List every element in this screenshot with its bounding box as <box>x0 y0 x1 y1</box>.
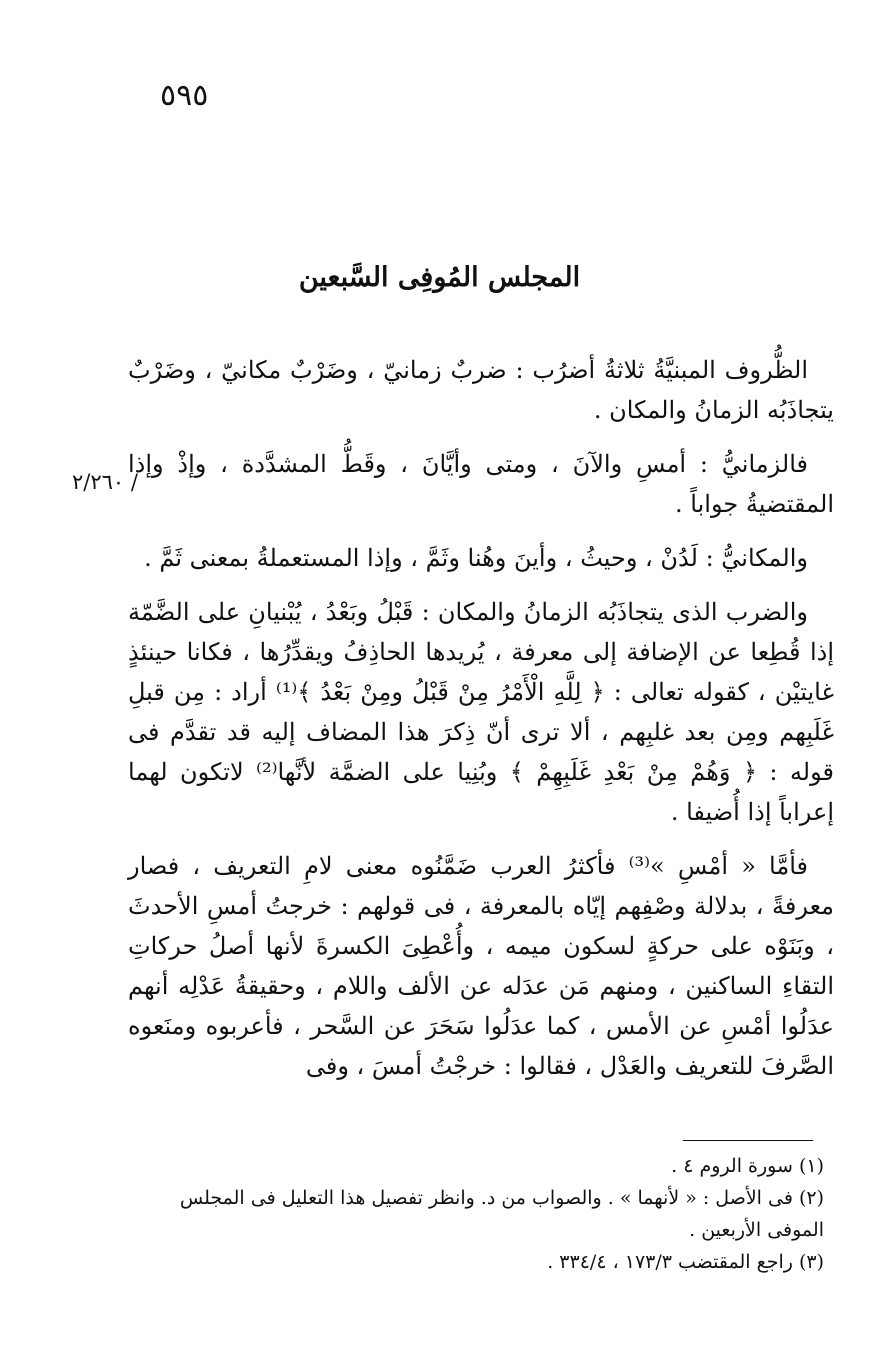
main-text <box>128 350 834 1100</box>
side-reference: ٢/٢٦٠ / <box>72 470 138 494</box>
footnote: (٢) فى الأصل : « لأنهما » . والصواب من د. وانظر تفصيل هذا التعليل فى المجلس الموفى الأربعين . <box>179 1187 824 1241</box>
paragraph: فالزمانيُّ : أمسِ والآنَ ، ومتى وأيَّانَ ، وقَطُّ المشدَّدة ، وإذْ وإذا المقتضيةُ جواباً . <box>128 450 834 518</box>
footnote: (٣) راجع المقتضب ١٧٣/٣ ، ٣٣٤/٤ . <box>547 1251 824 1273</box>
paragraph: فأمَّا « أمْسِ »⁽³⁾ فأكثرُ العرب ضَمَّنُوه معنى لامِ التعريف ، فصار معرفةً ، بدلالة وصْفِهم إيّاه بالمعرفة ، فى قولهم : خرجتُ أمسِ الأحدثَ ، وبَنَوْه على حركةٍ لسكون ميمه ، وأُعْطِىَ الكسرةَ لأنها أصلُ حركاتِ التقاءِ الساكنين ، ومنهم مَن عدَله عن الألف واللام ، وحقيقةُ عَدْلِه أنهم عدَلُوا أمْسِ عن الأمس ، كما عدَلُوا سَحَرَ عن السَّحر ، فأعربوه ومنَعوه الصَّرفَ للتعريف والعَدْل ، فقالوا : خرجْتُ أمسَ ، وفى <box>128 852 834 1080</box>
chapter-title: المجلس المُوفِى السَّبعين <box>298 262 581 293</box>
paragraph: والمكانيُّ : لَدُنْ ، وحيثُ ، وأينَ وهُنا وثَمَّ ، وإذا المستعملةُ بمعنى ثَمَّ . <box>144 544 808 572</box>
footnotes <box>128 1150 824 1278</box>
page-number: ٥٩٥ <box>160 78 209 113</box>
paragraph: والضرب الذى يتجاذَبُه الزمانُ والمكان : قَبْلُ وبَعْدُ ، يُبْنيانِ على الضَّمّة إذا قُطِعا عن الإضافة إلى معرفة ، يُريدها الحاذِفُ ويقدِّرُها ، فكانا حينئذٍ غايتيْن ، كقوله تعالى : ﴿ لِلَّهِ الْأَمْرُ مِنْ قَبْلُ ومِنْ بَعْدُ ﴾⁽¹⁾ أراد : مِن قبلِ غَلَبِهم ومِن بعد غلبِهم ، ألا ترى أنّ ذِكرَ هذا المضاف إليه قد تقدَّم فى قوله : ﴿ وَهُمْ مِنْ بَعْدِ غَلَبِهِمْ ﴾ وبُنِيا على الضمَّة لأنَّها⁽²⁾ لاتكون لهما إعراباً إذا أُضيفا . <box>128 598 835 826</box>
footnote-separator <box>683 1140 813 1141</box>
footnote: (١) سورة الروم ٤ . <box>671 1155 824 1177</box>
paragraph: الظُّروف المبنيَّةُ ثلاثةُ أضرُب : ضربٌ زمانيّ ، وضَرْبٌ مكانيّ ، وضَرْبٌ يتجاذَبُه الزمانُ والمكان . <box>128 356 834 424</box>
